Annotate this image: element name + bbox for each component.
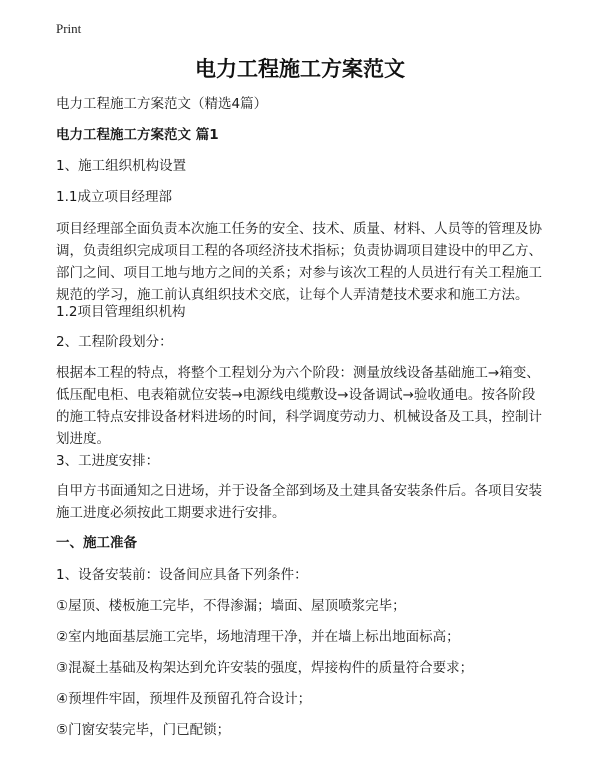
paragraph-1 xyxy=(56,218,576,306)
paragraph-line: 施工进度必须按此工期要求进行安排。 xyxy=(56,505,286,521)
document-subtitle: 电力工程施工方案范文（精选4篇） xyxy=(56,96,268,112)
prep-item: ③混凝土基础及构架达到允许安装的强度，焊接构件的质量符合要求； xyxy=(56,660,474,676)
prep-intro: 1、设备安装前：设备间应具备下列条件： xyxy=(56,567,308,583)
paragraph-line: 规范的学习，施工前认真组织技术交底，让每个人弄清楚技术要求和施工方法。 xyxy=(56,287,529,303)
item-1: 1、施工组织机构设置 xyxy=(56,158,187,174)
paragraph-line: 根据本工程的特点，将整个工程划分为六个阶段：测量放线设备基础施工→箱变、 xyxy=(56,365,540,381)
paragraph-line: 调，负责组织完成项目工程的各项经济技术指标；负责协调项目建设中的甲乙方、 xyxy=(56,243,542,259)
heading-preparation: 一、施工准备 xyxy=(56,535,137,551)
item-3: 3、工进度安排： xyxy=(56,453,160,469)
prep-item: ①屋顶、楼板施工完毕，不得渗漏；墙面、屋顶喷浆完毕； xyxy=(56,598,406,614)
paragraph-line: 项目经理部全面负责本次施工任务的安全、技术、质量、材料、人员等的管理及协 xyxy=(56,221,542,237)
item-2: 2、工程阶段划分： xyxy=(56,334,173,350)
paragraph-2 xyxy=(56,362,576,450)
document-title: 电力工程施工方案范文 xyxy=(195,57,405,81)
prep-item: ④预埋件牢固，预埋件及预留孔符合设计； xyxy=(56,691,312,707)
item-1-1: 1.1成立项目经理部 xyxy=(56,189,172,205)
print-link[interactable]: Print xyxy=(56,21,82,36)
prep-item: ②室内地面基层施工完毕，场地清理干净，并在墙上标出地面标高； xyxy=(56,629,460,645)
item-1-2: 1.2项目管理组织机构 xyxy=(56,304,186,320)
paragraph-line: 的施工特点安排设备材料进场的时间，科学调度劳动力、机械设备及工具，控制计 xyxy=(56,409,542,425)
paragraph-line: 自甲方书面通知之日进场，并于设备全部到场及土建具备安装条件后。各项目安装 xyxy=(56,483,542,499)
paragraph-line: 低压配电柜、电表箱就位安装→电源线电缆敷设→设备调试→验收通电。按各阶段 xyxy=(56,387,536,403)
paragraph-line: 划进度。 xyxy=(56,431,110,447)
prep-item: ⑤门窗安装完毕，门已配锁； xyxy=(56,722,231,738)
section-heading: 电力工程施工方案范文 篇1 xyxy=(56,127,219,143)
paragraph-line: 部门之间、项目工地与地方之间的关系；对参与该次工程的人员进行有关工程施工 xyxy=(56,265,542,281)
paragraph-3 xyxy=(56,480,576,524)
